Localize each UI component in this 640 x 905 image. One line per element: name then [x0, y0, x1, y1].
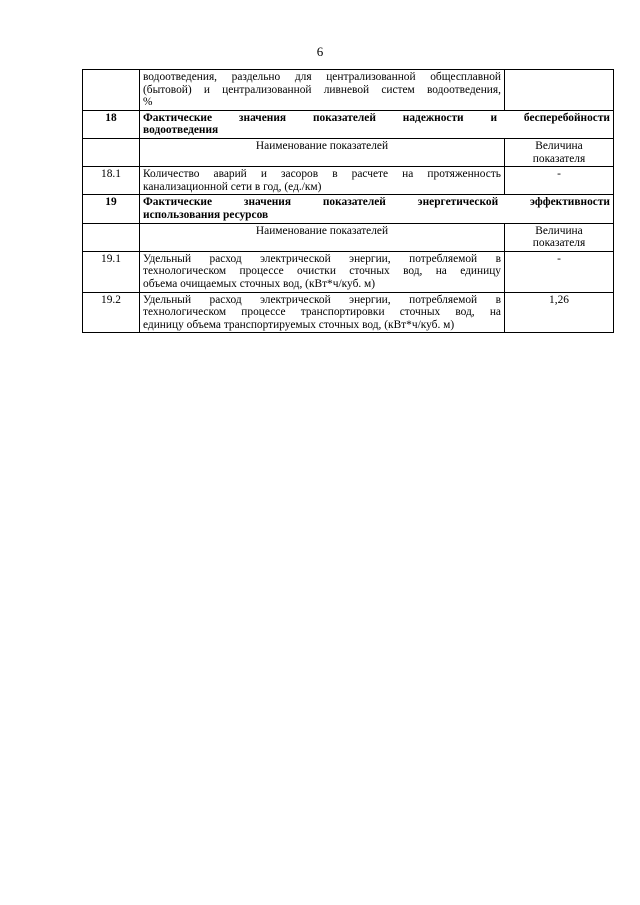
row-number: 19.2: [83, 292, 140, 333]
header-empty-cell: [83, 138, 140, 166]
table-row: [83, 292, 614, 333]
row-number: 18.1: [83, 167, 140, 195]
header-name: Наименование показателей: [140, 138, 505, 166]
indicator-text: водоотведения, раздельно для централизованной общесплавной (бытовой) и централизованной ливневой систем водоотведения, %: [140, 70, 505, 111]
header-empty-cell: [83, 223, 140, 251]
indicator-value: 1,26: [505, 292, 614, 333]
indicator-text: Удельный расход электрической энергии, потребляемой в технологическом процессе очистки сточных вод, на единицу объема очищаемых сточных вод, (кВт*ч/куб. м): [140, 251, 505, 292]
section-row: [83, 110, 614, 138]
indicator-text: Удельный расход электрической энергии, потребляемой в технологическом процессе транспортировки сточных вод, на единицу объема транспортируемых сточных вод, (кВт*ч/куб. м): [140, 292, 505, 333]
section-title: Фактические значения показателей надежности и бесперебойности водоотведения: [140, 110, 614, 138]
section-number: 19: [83, 195, 140, 223]
indicator-value: [505, 70, 614, 111]
section-title: Фактические значения показателей энергетической эффективности использования ресурсов: [140, 195, 614, 223]
indicator-text: Количество аварий и засоров в расчете на протяженность канализационной сети в год, (ед./км): [140, 167, 505, 195]
row-number: 19.1: [83, 251, 140, 292]
indicator-value: -: [505, 251, 614, 292]
page-number: 6: [316, 44, 324, 59]
header-row: [83, 223, 614, 251]
row-number-cell: [83, 70, 140, 111]
section-row: [83, 195, 614, 223]
table-row: [83, 70, 614, 111]
table-row: [83, 167, 614, 195]
header-name: Наименование показателей: [140, 223, 505, 251]
indicators-table: [82, 69, 614, 333]
indicator-value: -: [505, 167, 614, 195]
section-number: 18: [83, 110, 140, 138]
header-value: Величина показателя: [505, 138, 614, 166]
header-value: Величина показателя: [505, 223, 614, 251]
table-row: [83, 251, 614, 292]
header-row: [83, 138, 614, 166]
